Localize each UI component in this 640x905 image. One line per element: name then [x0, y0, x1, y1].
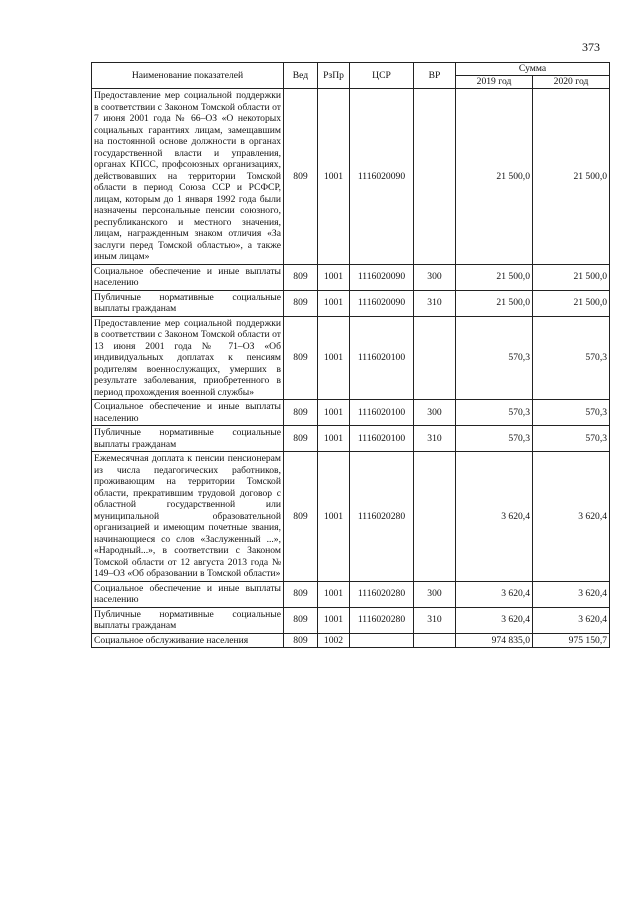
- row-sum-2019: 974 835,0: [456, 633, 533, 648]
- page-number: 373: [582, 40, 600, 54]
- row-sum-2019: 3 620,4: [456, 581, 533, 607]
- row-vr: [414, 316, 456, 400]
- budget-table: [91, 62, 610, 648]
- row-sum-2020: 21 500,0: [533, 89, 610, 265]
- row-sum-2019: 21 500,0: [456, 89, 533, 265]
- table-body: [92, 89, 610, 648]
- table-row: [92, 400, 610, 426]
- table-row: [92, 607, 610, 633]
- row-rzpr: 1001: [318, 264, 350, 290]
- row-name: Ежемесячная доплата к пенсии пенсионерам из числа педагогических работников, проживающим на территории Томской области, прекратившим трудовой договор с областной государственной или муниципальной образовательной организацией и имеющим почетные звания, начинающиеся со слов «Заслуженный ...», «Народный...», в соответствии с Законом Томской области от 12 августа 2013 года № 149–ОЗ «Об образовании в Томской области»: [92, 452, 284, 582]
- table-row: [92, 633, 610, 648]
- row-sum-2019: 570,3: [456, 316, 533, 400]
- row-ved: 809: [284, 581, 318, 607]
- row-ved: 809: [284, 607, 318, 633]
- row-ved: 809: [284, 633, 318, 648]
- row-rzpr: 1001: [318, 316, 350, 400]
- row-name: Социальное обеспечение и иные выплаты населению: [92, 581, 284, 607]
- row-rzpr: 1001: [318, 581, 350, 607]
- table-row: [92, 316, 610, 400]
- row-name: Социальное обеспечение и иные выплаты населению: [92, 264, 284, 290]
- row-csr: 1116020090: [350, 264, 414, 290]
- row-rzpr: 1001: [318, 426, 350, 452]
- row-ved: 809: [284, 426, 318, 452]
- row-sum-2020: 570,3: [533, 400, 610, 426]
- row-vr: [414, 89, 456, 265]
- row-rzpr: 1001: [318, 607, 350, 633]
- row-csr: 1116020280: [350, 452, 414, 582]
- row-sum-2020: 3 620,4: [533, 607, 610, 633]
- header-2020: 2020 год: [533, 76, 610, 89]
- row-name: Предоставление мер социальной поддержки в соответствии с Законом Томской области от 7 июня 2001 года № 66–ОЗ «О некоторых социальных гарантиях лицам, замещавшим на постоянной основе должности в органах государственной власти и управления, органах КПСС, профсоюзных организациях, действовавших на территории Томской области в период Союза ССР и РСФСР, лицам, которым до 1 января 1992 года были назначены персональные пенсии союзного, республиканского и местного значения, лицам, награжденным знаком отличия «За заслуги перед Томской областью», а также иным лицам»: [92, 89, 284, 265]
- row-vr: [414, 633, 456, 648]
- row-csr: [350, 633, 414, 648]
- row-sum-2020: 975 150,7: [533, 633, 610, 648]
- header-csr: ЦСР: [350, 63, 414, 89]
- header-vr: ВР: [414, 63, 456, 89]
- row-name: Предоставление мер социальной поддержки в соответствии с Законом Томской области от 13 июня 2001 года № 71–ОЗ «Об индивидуальных доплатах к пенсиям родителям военнослужащих, умерших в результате заболевания, приобретенного в период прохождения военной службы»: [92, 316, 284, 400]
- row-rzpr: 1001: [318, 452, 350, 582]
- table-row: [92, 89, 610, 265]
- row-sum-2019: 570,3: [456, 400, 533, 426]
- row-ved: 809: [284, 400, 318, 426]
- row-name: Социальное обслуживание населения: [92, 633, 284, 648]
- row-ved: 809: [284, 89, 318, 265]
- row-rzpr: 1001: [318, 89, 350, 265]
- header-rzpr: РзПр: [318, 63, 350, 89]
- row-rzpr: 1001: [318, 290, 350, 316]
- header-sum: Сумма: [456, 63, 610, 76]
- row-sum-2019: 3 620,4: [456, 607, 533, 633]
- row-vr: 300: [414, 581, 456, 607]
- row-sum-2019: 21 500,0: [456, 264, 533, 290]
- row-sum-2020: 3 620,4: [533, 581, 610, 607]
- header-name: Наименование показателей: [92, 63, 284, 89]
- row-csr: 1116020100: [350, 426, 414, 452]
- row-rzpr: 1002: [318, 633, 350, 648]
- row-sum-2019: 570,3: [456, 426, 533, 452]
- row-sum-2019: 3 620,4: [456, 452, 533, 582]
- table-row: [92, 264, 610, 290]
- row-sum-2019: 21 500,0: [456, 290, 533, 316]
- table-row: [92, 426, 610, 452]
- row-rzpr: 1001: [318, 400, 350, 426]
- row-sum-2020: 21 500,0: [533, 290, 610, 316]
- row-name: Публичные нормативные социальные выплаты гражданам: [92, 290, 284, 316]
- row-ved: 809: [284, 316, 318, 400]
- row-csr: 1116020100: [350, 316, 414, 400]
- row-csr: 1116020090: [350, 89, 414, 265]
- row-sum-2020: 570,3: [533, 426, 610, 452]
- row-vr: 300: [414, 264, 456, 290]
- row-csr: 1116020090: [350, 290, 414, 316]
- table-row: [92, 452, 610, 582]
- row-vr: [414, 452, 456, 582]
- header-row: [92, 63, 610, 76]
- row-ved: 809: [284, 290, 318, 316]
- row-csr: 1116020100: [350, 400, 414, 426]
- row-name: Публичные нормативные социальные выплаты гражданам: [92, 426, 284, 452]
- table-row: [92, 581, 610, 607]
- row-sum-2020: 21 500,0: [533, 264, 610, 290]
- header-ved: Вед: [284, 63, 318, 89]
- row-csr: 1116020280: [350, 581, 414, 607]
- row-csr: 1116020280: [350, 607, 414, 633]
- row-sum-2020: 570,3: [533, 316, 610, 400]
- header-2019: 2019 год: [456, 76, 533, 89]
- row-ved: 809: [284, 264, 318, 290]
- row-vr: 310: [414, 290, 456, 316]
- row-vr: 310: [414, 426, 456, 452]
- table-row: [92, 290, 610, 316]
- row-ved: 809: [284, 452, 318, 582]
- row-sum-2020: 3 620,4: [533, 452, 610, 582]
- row-name: Публичные нормативные социальные выплаты гражданам: [92, 607, 284, 633]
- row-vr: 310: [414, 607, 456, 633]
- row-name: Социальное обеспечение и иные выплаты населению: [92, 400, 284, 426]
- row-vr: 300: [414, 400, 456, 426]
